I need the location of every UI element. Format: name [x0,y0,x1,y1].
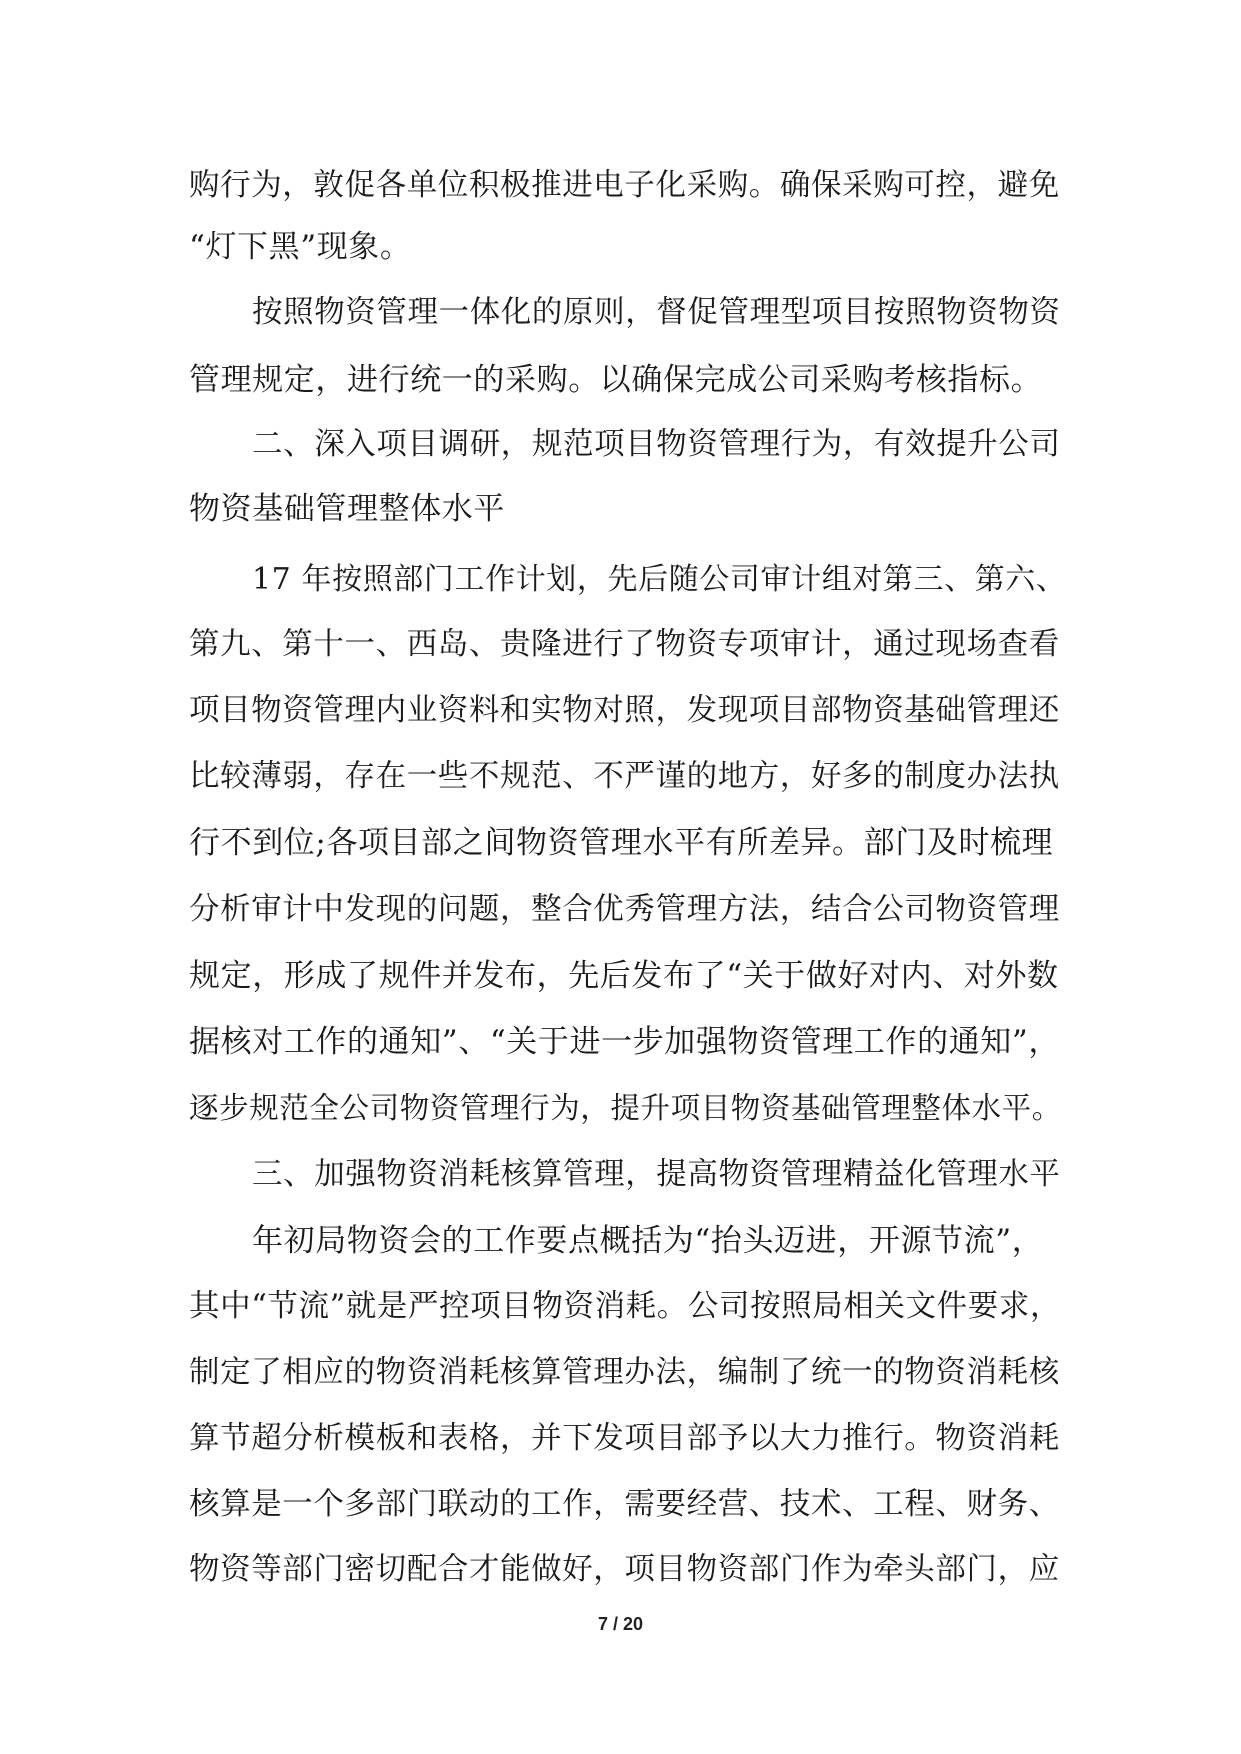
text-line-22: 物资等部门密切配合才能做好，项目物资部门作为牵头部门，应 [189,1552,1060,1587]
text-line-19: 制定了相应的物资消耗核算管理办法，编制了统一的物资消耗核 [189,1355,1060,1390]
text-line-17: 年初局物资会的工作要点概括为“抬头迈进，开源节流”， [252,1223,1044,1259]
text-line-21: 核算是一个多部门联动的工作，需要经营、技术、工程、财务、 [189,1487,1060,1522]
text-line-14: 据核对工作的通知”、“关于进一步加强物资管理工作的通知”， [189,1024,1060,1060]
text-line-4: 管理规定，进行统一的采购。以确保完成公司采购考核指标。 [189,362,1043,398]
text-line-11: 行不到位;各项目部之间物资管理水平有所差异。部门及时梳理 [189,825,1054,861]
page-number: 7 / 20 [597,1614,644,1634]
text-line-6: 物资基础管理整体水平 [189,491,505,527]
text-line-10: 比较薄弱，存在一些不规范、不严谨的地方，好多的制度办法执 [189,759,1060,794]
text-line-20: 算节超分析模板和表格，并下发项目部予以大力推行。物资消耗 [189,1421,1060,1456]
text-line-8: 第九、第十一、西岛、贵隆进行了物资专项审计，通过现场查看 [189,627,1060,662]
text-line-16: 三、加强物资消耗核算管理，提高物资管理精益化管理水平 [252,1157,1061,1192]
text-line-13: 规定，形成了规件并发布，先后发布了“关于做好对内、对外数 [189,958,1059,994]
text-line-18: 其中“节流”就是严控项目物资消耗。公司按照局相关文件要求， [189,1289,1062,1324]
text-line-1: 购行为，敦促各单位积极推进电子化采购。确保采购可控，避免 [189,168,1060,203]
text-line-5: 二、深入项目调研，规范项目物资管理行为，有效提升公司 [252,427,1061,462]
text-line-9: 项目物资管理内业资料和实物对照，发现项目部物资基础管理还 [189,693,1060,728]
text-line-15: 逐步规范全公司物资管理行为，提升项目物资基础管理整体水平。 [189,1091,1062,1125]
text-line-3: 按照物资管理一体化的原则，督促管理型项目按照物资物资 [252,295,1061,330]
text-line-12: 分析审计中发现的问题，整合优秀管理方法，结合公司物资管理 [189,892,1060,927]
text-line-2: “灯下黑”现象。 [189,229,412,265]
text-line-7: 17 年按照部门工作计划，先后随公司审计组对第三、第六、 [252,562,1067,597]
